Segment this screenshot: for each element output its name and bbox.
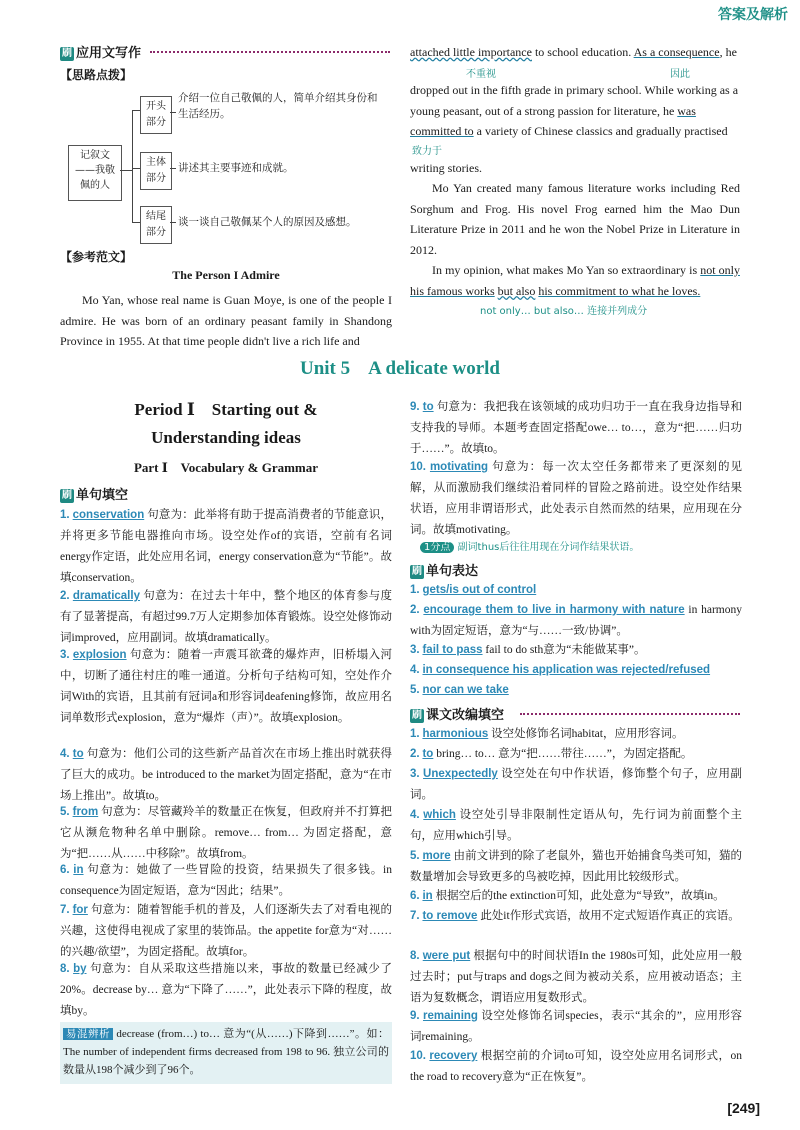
section-divider [520,713,740,715]
list-item: 2. dramatically 句意为：在过去十年中，整个地区的体育参与度有了显著提高，有超过99.7万人定期参加体育锻炼。设空处修饰动词improved，应用副词。故填dramatically。 [60,590,393,644]
essay-title: The Person I Admire [172,268,280,282]
list-item: 5. more 由前文讲到的除了老鼠外，猫也开始捕食鸟类可知，猫的数量增加会导致更多的鸟被吃掉，因此用比较级形式。 [410,850,743,883]
list-item: 8. by 句意为：自从采取这些措施以来，事故的数量已经减少了20%。decrease by… 意为“下降了……”，此处表示下降的程度，故填by。 [60,963,393,1017]
express-section-title: 刷 单句表达 [412,564,479,579]
essay-paragraph: Mo Yan, whose real name is Guan Moye, is one of the people I admire. He was born of an ordinary peasant family in Shandong Province in 1955. At that time people didn't live a rich life and [60,293,392,348]
list-item: 6. in 根据空后的the extinction可知，此处意为“导致”，故填in。 [410,890,725,902]
section-divider [150,51,390,53]
list-item: 4. in consequence his application was rejected/refused [410,664,711,676]
outline-branch-desc: 谈一谈自己敬佩某个人的原因及感想。 [178,216,357,228]
tip-note: 1分点 副词thus后往往用现在分词作结果状语。 [420,538,740,553]
essay-right-line: attached little importance to school education. As a consequence, he [410,45,737,59]
part-title: Part Ⅰ Vocabulary & Grammar [133,460,319,475]
list-item: 5. nor can we take [410,684,509,696]
list-item: 3. fail to pass fail to do sth意为“未能做某事”。 [410,644,646,656]
essay-right-line: young peasant, out of a strong passion for literature, he was [410,104,696,118]
list-item: 3. explosion 句意为：随着一声震耳欲聋的爆炸声，旧桥塌入河中，切断了通往村庄的唯一通道。分析句子结构可知，空处作介词With的宾语，且其前有冠词a和形容词deafening修饰，故应用名词单数形式explosion，意为“爆炸（声）”。故填explosion。 [60,649,393,724]
list-item: 9. remaining 设空处修饰名词species，表示“其余的”，应用形容词remaining。 [410,1010,742,1043]
annotation: 不重视 [466,69,496,80]
period-title: Understanding ideas [151,428,301,447]
connector [132,222,140,223]
list-item: 2. encourage them to live in harmony with nature in harmony with为固定短语，意为“与……一致/协调”。 [410,604,742,637]
list-item: 1. harmonious 设空处修饰名词habitat，应用形容词。 [410,728,684,740]
essay-paragraph: Mo Yan created many famous literature works including Red Sorghum and Frog. His novel Frog earned him the Mao Dun Literature Prize in 2011 and he won the Nobel Prize in Literature in 2012. [410,181,740,257]
list-item: 7. for 句意为：随着智能手机的普及，人们逐渐失去了对看电视的兴趣，这使得电视成了家里的装饰品。the appetite for意为“对……的兴趣/欲望”，为固定搭配。故填for。 [60,904,393,958]
list-item: 8. were put 根据句中的时间状语In the 1980s可知，此处应用一般过去时；put与traps and dogs之间为被动关系，应用被动语态；主语为复数概念，谓语应用复数形式。 [410,950,742,1004]
list-item: 1. gets/is out of control [410,584,537,596]
brush-icon: 刷 [412,566,422,577]
tip-badge: 1分点 [420,542,454,553]
connector [132,168,140,169]
list-item: 5. from 句意为：尽管藏羚羊的数量正在恢复，但政府并不打算把它从濒危物种名单中删除。remove… from… 为固定搭配，意为“把……从……中移除”。故填from。 [60,806,392,860]
outline-label: 【思路点拨】 [60,68,133,82]
annotation: not only… but also… 连接并列成分 [480,306,648,317]
brush-icon: 刷 [62,490,72,501]
connector [170,222,176,223]
outline-branch-desc: 讲述其主要事迹和成就。 [178,162,294,174]
outline-branch-box: 开头部分 [140,96,172,134]
outline-branch-desc: 介绍一位自己敬佩的人，简单介绍其身份和生活经历。 [178,92,378,120]
list-item: 6. in 句意为：她做了一些冒险的投资，结果损失了很多钱。in consequence为固定短语，意为“因此；结果”。 [60,864,392,897]
list-item: 1. conservation 句意为：此举将有助于提高消费者的节能意识，并将更多节能电器推向市场。设空处作of的宾语，空前有名词energy作定语，此处应用名词，energy conservation意为“节能”。故填conservation。 [60,509,393,584]
confuse-box [60,1022,392,1084]
fill-section-title: 刷 单句填空 [62,488,129,503]
brush-icon: 刷 [62,48,72,59]
list-item: 7. to remove 此处it作形式宾语，故用不定式短语作真正的宾语。 [410,910,740,922]
header-label: 答案及解析 [718,7,788,23]
list-item: 10. motivating 句意为：每一次太空任务都带来了更深刻的见解，从而激励我们继续沿着同样的冒险之路前进。设空处作结果状语，应用非谓语形式，此处表示自然而然的结果，应用现在分词。故填motivating。 [410,461,743,536]
essay-right-line: writing stories. [410,161,482,175]
connector [170,168,176,169]
connector [120,170,132,171]
period-title: Period Ⅰ Starting out & [134,400,318,419]
confuse-label: 易混辨析 [63,1028,113,1040]
outline-branch-box: 主体部分 [140,152,172,190]
writing-title: 应用文写作 [76,46,142,61]
list-item: 9. to 句意为：我把我在该领域的成功归功于一直在我身边指导和支持我的导师。本题考查固定搭配owe… to…，意为“把……归功于……”。故填to。 [410,401,743,455]
list-item: 4. to 句意为：他们公司的这些新产品首次在市场上推出时就获得了巨大的成功。be introduced to the market为固定搭配，意为“在市场上推出”。故填to。 [60,748,393,802]
connector [132,110,133,222]
connector [132,110,140,111]
unit-title: Unit 5 A delicate world [299,358,501,379]
essay-right-line: dropped out in the fifth grade in primary school. While working as a [410,83,739,97]
essay-paragraph: In my opinion, what makes Mo Yan so extraordinary is not only his famous works but also his commitment to what he loves. [410,263,740,298]
list-item: 4. which 设空处引导非限制性定语从句，先行词为前面整个主句，应用which引导。 [410,809,743,842]
sample-label: 【参考范文】 [60,250,133,264]
connector [170,112,176,113]
outline-branch-box: 结尾部分 [140,206,172,244]
annotation: 致力于 [412,146,442,157]
annotation: 因此 [670,69,690,80]
page-number: [249] [727,1100,760,1116]
list-item: 3. Unexpectedly 设空处在句中作状语，修饰整个句子，应用副词。 [410,768,743,801]
brush-icon: 刷 [412,710,422,721]
list-item: 10. recovery 根据空前的介词to可知，设空处应用名词形式，on the road to recovery意为“正在恢复”。 [410,1050,742,1083]
list-item: 2. to bring… to… 意为“把……带往……”，为固定搭配。 [410,748,693,760]
confuse-text: decrease (from…) to… 意为“(从……)下降到……”。如：The number of independent firms decreased from 198 to 96. 独立公司的数量从198个减少到了96个。 [63,1028,389,1076]
writing-section-title [60,42,141,61]
outline-center-box: 记叙文——我敬佩的人 [68,145,122,201]
rewrite-section-title: 刷 课文改编填空 [412,708,505,723]
essay-right-line: committed to a variety of Chinese classics and gradually practised [410,124,728,138]
